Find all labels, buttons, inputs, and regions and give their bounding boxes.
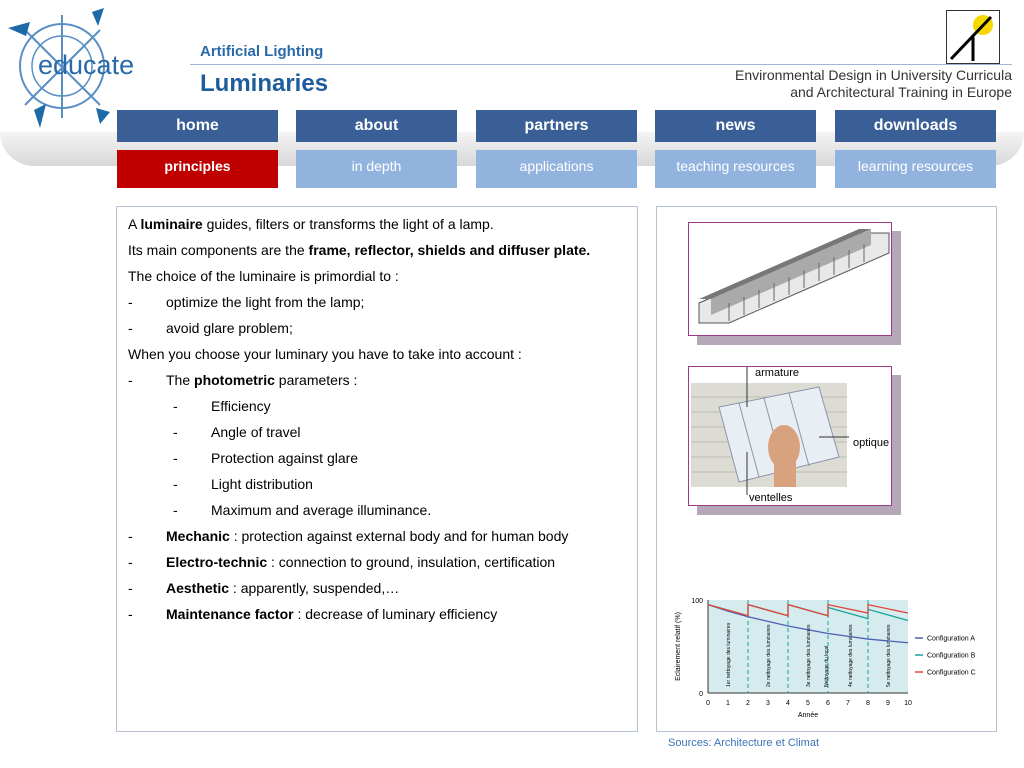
logo-text: educate	[38, 50, 135, 80]
label-optique: optique	[853, 437, 890, 449]
chart-x-tick-label: 0	[706, 700, 710, 707]
list-item-aesthetic: - Aesthetic : apparently, suspended,…	[128, 580, 400, 596]
project-title-line1: Environmental Design in University Curricula	[735, 67, 1012, 83]
project-logo-icon	[946, 10, 1000, 64]
nav-home[interactable]: home	[117, 110, 278, 142]
nav-downloads[interactable]: downloads	[835, 110, 996, 142]
chart-annotation: 2e nettoyage des luminaires	[766, 624, 772, 687]
chart-x-tick-label: 5	[806, 700, 810, 707]
label-armature: armature	[755, 367, 800, 379]
nav-news[interactable]: news	[655, 110, 816, 142]
choice-paragraph: The choice of the luminaire is primordial to :	[128, 268, 399, 284]
chart-annotation: 1er nettoyage des luminaires	[726, 622, 732, 687]
nav-about[interactable]: about	[296, 110, 457, 142]
content-panel	[116, 206, 638, 732]
sub-list-item: - Angle of travel	[173, 424, 301, 440]
list-item-electro-technic: - Electro-technic : connection to ground, insulation, certification	[128, 554, 556, 570]
label-ventelles: ventelles	[749, 492, 793, 504]
chart-annotation: 4e nettoyage des luminaires	[848, 624, 854, 687]
maintenance-chart-svg	[667, 591, 992, 723]
account-paragraph: When you choose your luminary you have to take into account :	[128, 346, 522, 362]
sub-list-item: - Light distribution	[173, 476, 313, 492]
intro-paragraph: A luminaire guides, filters or transforms the light of a lamp.	[128, 216, 494, 232]
subnav-learning-resources[interactable]: learning resources	[835, 150, 996, 188]
luminaire-image	[688, 222, 892, 336]
image-panel	[656, 206, 997, 732]
list-item-photometric: - The photometric parameters :	[128, 372, 358, 388]
chart-x-tick-label: 2	[746, 700, 750, 707]
chart-x-axis-label: Année	[797, 712, 819, 719]
page-title: Luminaries	[200, 70, 329, 97]
maintenance-chart	[667, 591, 992, 723]
page-subtitle: Artificial Lighting	[200, 43, 324, 60]
chart-y-tick-label: 100	[691, 598, 703, 605]
chart-x-tick-label: 9	[886, 700, 890, 707]
chart-annotation: 5e nettoyage des luminaires	[886, 624, 892, 687]
sources-caption: Sources: Architecture et Climat	[668, 737, 820, 749]
chart-x-tick-label: 10	[904, 700, 912, 707]
chart-annotation: Nettoyage du local	[824, 645, 830, 687]
chart-annotation: 3e nettoyage des luminaires	[806, 624, 812, 687]
header-divider	[190, 64, 1012, 65]
chart-x-tick-label: 4	[786, 700, 790, 707]
sub-list-item: - Maximum and average illuminance.	[173, 502, 432, 518]
nav-partners[interactable]: partners	[476, 110, 637, 142]
chart-y-tick-label: 0	[699, 691, 703, 698]
luminaire-photo	[688, 366, 892, 506]
chart-x-tick-label: 8	[866, 700, 870, 707]
chart-y-axis-label: Eclairement relatif (%)	[675, 612, 682, 681]
subnav-principles[interactable]: principles	[117, 150, 278, 188]
subnav-in-depth[interactable]: in depth	[296, 150, 457, 188]
list-item-maintenance: - Maintenance factor : decrease of luminary efficiency	[128, 606, 498, 622]
sub-list-item: - Protection against glare	[173, 450, 359, 466]
chart-x-tick-label: 3	[766, 700, 770, 707]
subnav-teaching-resources[interactable]: teaching resources	[655, 150, 816, 188]
chart-legend-label: Configuration C	[927, 669, 976, 677]
components-paragraph: Its main components are the frame, reflector, shields and diffuser plate.	[128, 242, 591, 258]
sub-list-item: - Efficiency	[173, 398, 271, 414]
project-title-line2: and Architectural Training in Europe	[790, 84, 1012, 100]
chart-x-tick-label: 6	[826, 700, 830, 707]
list-item: - optimize the light from the lamp;	[128, 294, 365, 310]
list-item: - avoid glare problem;	[128, 320, 293, 336]
chart-legend-label: Configuration B	[927, 652, 976, 660]
chart-legend-label: Configuration A	[927, 635, 975, 643]
list-item-mechanic: - Mechanic : protection against external body and for human body	[128, 528, 569, 544]
subnav-applications[interactable]: applications	[476, 150, 637, 188]
chart-x-tick-label: 1	[726, 700, 730, 707]
chart-x-tick-label: 7	[846, 700, 850, 707]
project-title	[700, 67, 1012, 101]
